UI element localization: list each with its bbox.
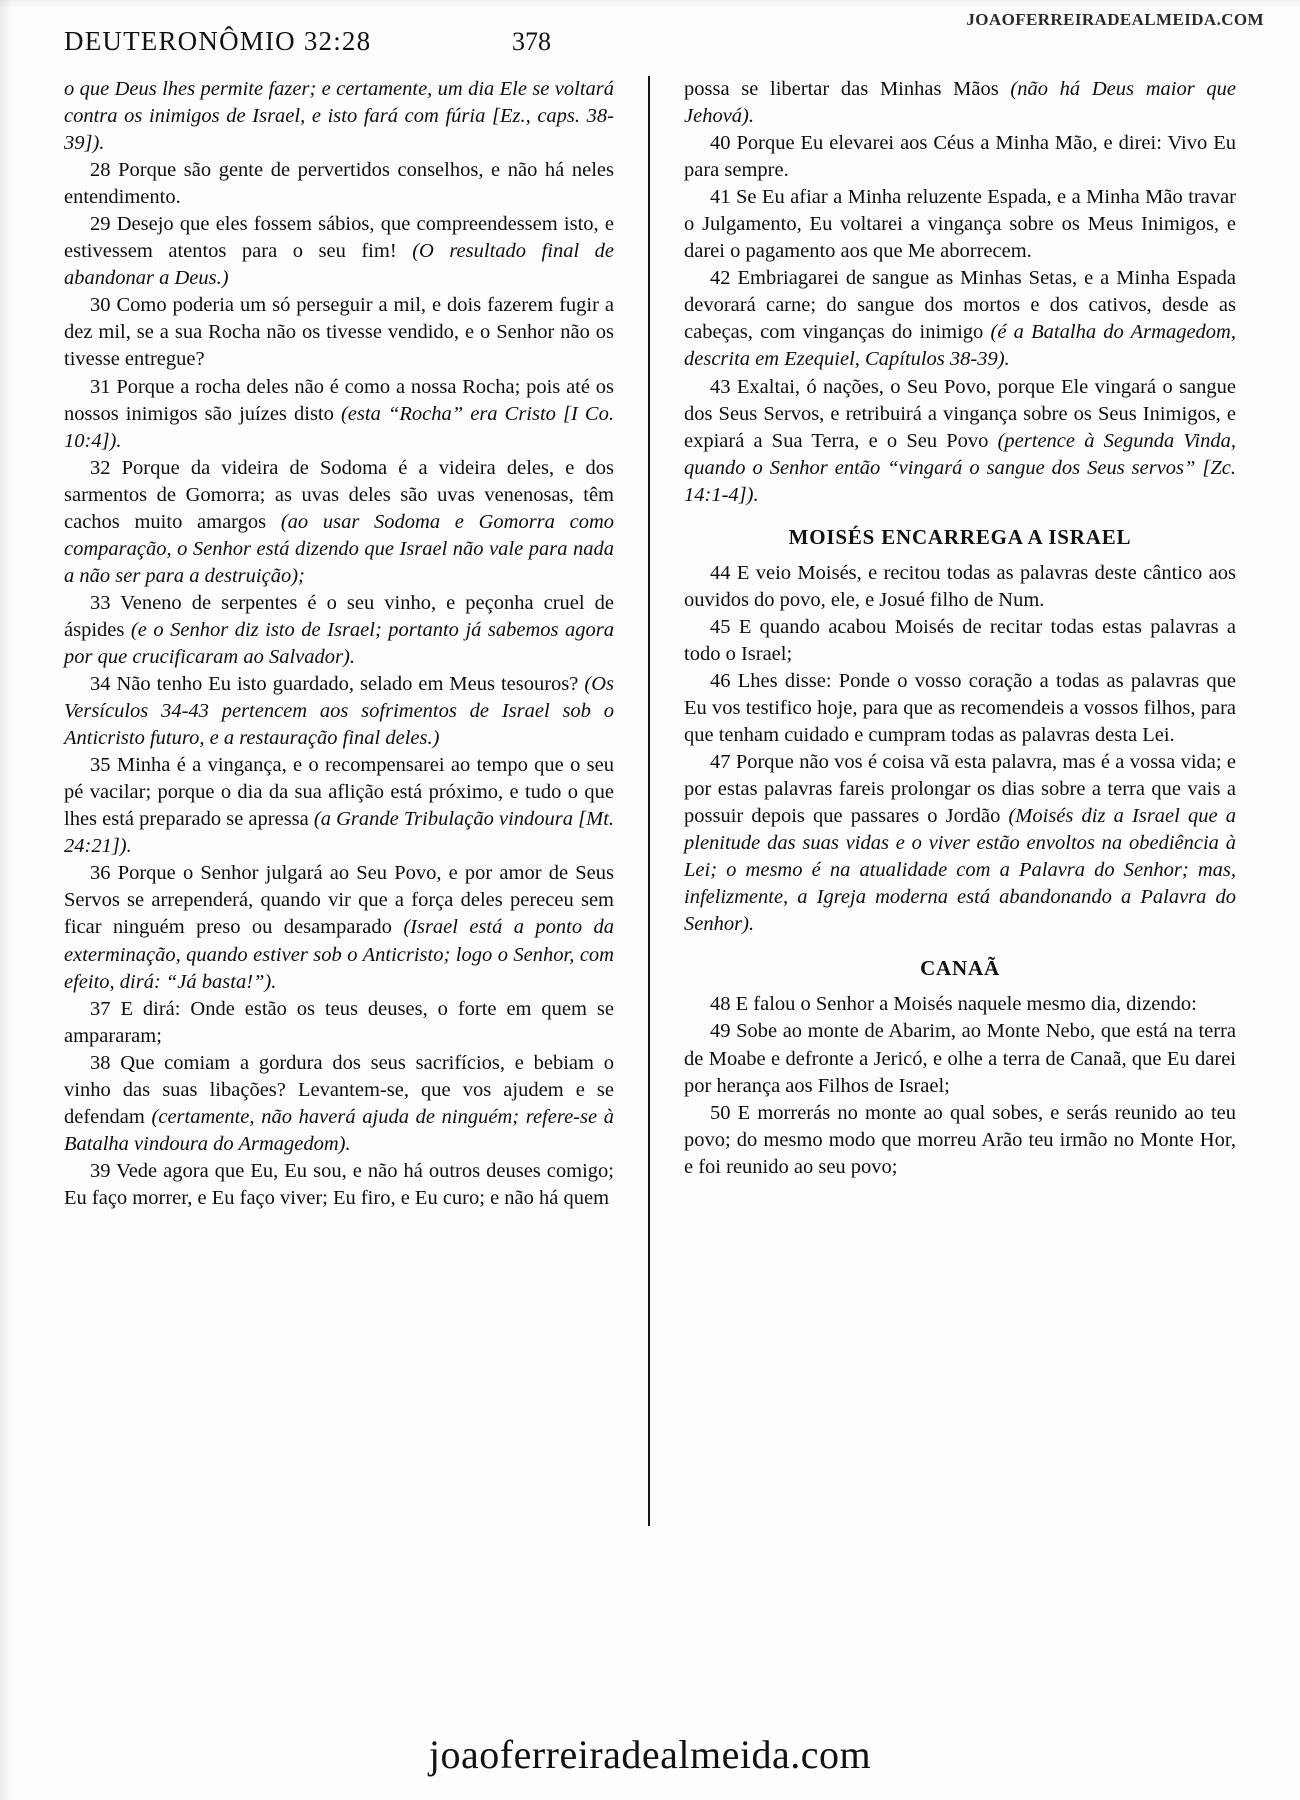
verse-32 — [64, 455, 614, 590]
book-reference: DEUTERONÔMIO 32:28 — [64, 26, 372, 56]
section-heading-moises: MOISÉS ENCARREGA A ISRAEL — [788, 524, 1132, 549]
verse-number: 37 — [90, 997, 111, 1020]
scan-edge-shadow — [0, 0, 12, 1800]
verse-49 — [684, 1018, 1236, 1099]
verse-41 — [684, 184, 1236, 265]
verse-40 — [684, 130, 1236, 184]
verse-31 — [64, 374, 614, 455]
verse-37 — [64, 996, 614, 1050]
verse-text: Embriagarei de sangue as Minhas Setas, e a Minha Espada devorará carne; do sangue dos mortos e dos cativos, desde as cabeças, com vinganças do inimigo — [684, 267, 1237, 344]
verse-text: Exaltai, ó nações, o Seu Povo, porque Ele vingará o sangue dos Seus Servos, e retribuirá a vingança sobre os Seus Inimigos, e expiará a Sua Terra, e o Seu Povo — [684, 375, 1237, 452]
verse-number: 39 — [90, 1159, 111, 1182]
verse-number: 44 — [710, 561, 731, 584]
site-watermark-footer: joaoferreiradealmeida.com — [428, 1732, 872, 1777]
verse-number: 50 — [710, 1101, 731, 1124]
carryover-paragraph-right — [684, 76, 1236, 130]
verse-33 — [64, 590, 614, 671]
carryover-text: possa se libertar das Minhas Mãos — [684, 78, 999, 100]
verse-text: Porque a rocha deles não é como a nossa Rocha; pois até os nossos inimigos são juízes disto — [64, 375, 615, 425]
verse-note: (a Grande Tribulação vindoura [Mt. 24:21]). — [64, 808, 615, 858]
verse-text: E morrerás no monte ao qual sobes, e serás reunido ao teu povo; do mesmo modo que morreu Arão teu irmão no Monte Hor, e foi reunido ao seu povo; — [684, 1101, 1237, 1178]
verse-38 — [64, 1050, 614, 1158]
verse-text: Porque Eu elevarei aos Céus a Minha Mão, e direi: Vivo Eu para sempre. — [684, 132, 1236, 182]
verse-text: Porque não vos é coisa vã esta palavra, mas é a vossa vida; e por estas palavras fareis prolongar os dias sobre a terra que vais a possuir depois que passares o Jordão — [684, 751, 1236, 828]
page-number: 378 — [512, 27, 551, 56]
verse-text: Lhes disse: Ponde o vosso coração a todas as palavras que Eu vos testifico hoje, para que as recomendeis a vossos filhos, para que tenham cuidado e cumpram todas as palavras desta Lei. — [684, 669, 1236, 747]
verse-35 — [64, 752, 614, 860]
verse-36 — [64, 860, 614, 995]
verse-note: (pertence à Segunda Vinda, quando o Senhor então “vingará o sangue dos Seus servos” [Zc. 14:1-4]). — [684, 429, 1236, 506]
verse-number: 32 — [90, 456, 111, 479]
verse-text: Não tenho Eu isto guardado, selado em Meus tesouros? — [116, 673, 579, 696]
verse-text: Vede agora que Eu, Eu sou, e não há outros deuses comigo; Eu faço morrer, e Eu faço viver; Eu firo, e Eu curo; e não há quem — [64, 1159, 614, 1209]
scan-edge-shadow-top — [0, 0, 1300, 8]
left-column — [64, 76, 650, 1526]
verse-39 — [64, 1158, 614, 1212]
verse-50 — [684, 1100, 1236, 1181]
verse-note: (Moisés diz a Israel que a plenitude das suas vidas e o viver estão envoltos na obediência à Lei; o mesmo é na atualidade com a Palavra do Senhor; mas, infelizmente, a Igreja moderna está abandonando a Palavra do Senhor). — [684, 805, 1236, 936]
verse-note: (e o Senhor diz isto de Israel; portanto já sabemos agora por que crucificaram ao Salvador). — [64, 618, 615, 668]
two-column-body — [64, 76, 1236, 1526]
verse-text: Sobe ao monte de Abarim, ao Monte Nebo, que está na terra de Moabe e defronte a Jericó, e olhe a terra de Canaã, que Eu darei por herança aos Filhos de Israel; — [684, 1020, 1237, 1097]
verse-number: 41 — [710, 186, 731, 209]
verse-43 — [684, 374, 1236, 509]
verse-text: Veneno de serpentes é o seu vinho, e peçonha cruel de áspides — [64, 591, 614, 641]
verse-number: 47 — [710, 751, 731, 774]
verse-number: 31 — [90, 375, 111, 398]
verse-28 — [64, 157, 614, 211]
verse-number: 29 — [90, 213, 111, 236]
verse-note: (O resultado final de abandonar a Deus.) — [64, 240, 615, 290]
verse-46 — [684, 668, 1236, 749]
verse-note: (certamente, não haverá ajuda de ninguém; refere-se à Batalha vindoura do Armagedom). — [64, 1105, 615, 1155]
verse-note: (esta “Rocha” era Cristo [I Co. 10:4]). — [64, 402, 614, 452]
verse-number: 43 — [710, 375, 731, 398]
verse-text: E quando acabou Moisés de recitar todas estas palavras a todo o Israel; — [684, 615, 1237, 665]
verse-text: E falou o Senhor a Moisés naquele mesmo dia, dizendo: — [735, 993, 1197, 1016]
verse-note: (é a Batalha do Armagedom, descrita em Ezequiel, Capítulos 38-39). — [684, 321, 1236, 371]
verse-text: Porque são gente de pervertidos conselhos, e não há neles entendimento. — [64, 159, 615, 209]
verse-number: 40 — [710, 132, 731, 155]
verse-text: Que comiam a gordura dos seus sacrifícios, e bebiam o vinho das suas libações? Levantem-se, que vos ajudem e se defendam — [64, 1051, 614, 1128]
verse-text: Minha é a vingança, e o recompensarei ao tempo que o seu pé vacilar; porque o dia da sua aflição está próximo, e tudo o que lhes está preparado se apressa — [64, 754, 615, 831]
verse-44 — [684, 560, 1236, 614]
verse-48 — [684, 991, 1236, 1018]
page-header — [64, 26, 1236, 62]
verse-number: 30 — [90, 294, 111, 317]
verse-number: 38 — [90, 1051, 111, 1074]
verse-45 — [684, 614, 1236, 668]
verse-29 — [64, 211, 614, 292]
verse-number: 33 — [90, 591, 111, 614]
verse-number: 35 — [90, 754, 111, 777]
right-column — [650, 76, 1236, 1526]
carryover-note: (não há Deus maior que Jehová). — [684, 78, 1236, 128]
site-watermark-top: JOAOFERREIRADEALMEIDA.COM — [966, 10, 1264, 29]
verse-text: Desejo que eles fossem sábios, que compreendessem isto, e estivessem atentos para o seu fim! — [64, 213, 614, 263]
verse-30 — [64, 292, 614, 373]
verse-number: 46 — [710, 669, 731, 692]
verse-47 — [684, 749, 1236, 938]
verse-note: (ao usar Sodoma e Gomorra como comparação, o Senhor está dizendo que Israel não vale para nada a não ser para a destruição); — [64, 510, 615, 587]
verse-number: 34 — [90, 673, 111, 696]
carryover-paragraph-left: o que Deus lhes permite fazer; e certamente, um dia Ele se voltará contra os inimigos de Israel, e isto fará com fúria [Ez., caps. 38-39]). — [64, 78, 614, 155]
verse-text: Porque da videira de Sodoma é a videira deles, e dos sarmentos de Gomorra; as uvas deles são uvas venenosas, têm cachos muito amargos — [64, 456, 614, 533]
verse-42 — [684, 265, 1236, 373]
verse-note: (Os Versículos 34-43 pertencem aos sofrimentos de Israel sob o Anticristo futuro, e a restauração final deles.) — [64, 673, 614, 750]
verse-text: E dirá: Onde estão os teus deuses, o forte em quem se ampararam; — [64, 997, 614, 1047]
verse-text: Como poderia um só perseguir a mil, e dois fazerem fugir a dez mil, se a sua Rocha não os tivesse vendido, e o Senhor não os tivesse entregue? — [64, 294, 614, 371]
verse-text: E veio Moisés, e recitou todas as palavras deste cântico aos ouvidos do povo, ele, e Josué filho de Num. — [684, 561, 1237, 611]
verse-number: 49 — [710, 1020, 731, 1043]
verse-number: 36 — [90, 862, 111, 885]
verse-text: Se Eu afiar a Minha reluzente Espada, e a Minha Mão travar o Julgamento, Eu voltarei a vingança sobre os Meus Inimigos, e darei o pagamento aos que Me aborrecem. — [684, 186, 1236, 263]
verse-number: 28 — [90, 159, 111, 182]
verse-note: (Israel está a ponto da exterminação, quando estiver sob o Anticristo; logo o Senhor, com efeito, dirá: “Já basta!”). — [64, 916, 615, 993]
verse-34 — [64, 671, 614, 752]
verse-number: 45 — [710, 615, 731, 638]
verse-number: 48 — [710, 993, 731, 1016]
verse-text: Porque o Senhor julgará ao Seu Povo, e por amor de Seus Servos se arrependerá, quando vir que a força deles pereceu sem ficar ninguém preso ou desamparado — [64, 862, 614, 939]
verse-number: 42 — [710, 267, 731, 290]
section-heading-canaa: CANAÃ — [920, 956, 1000, 981]
